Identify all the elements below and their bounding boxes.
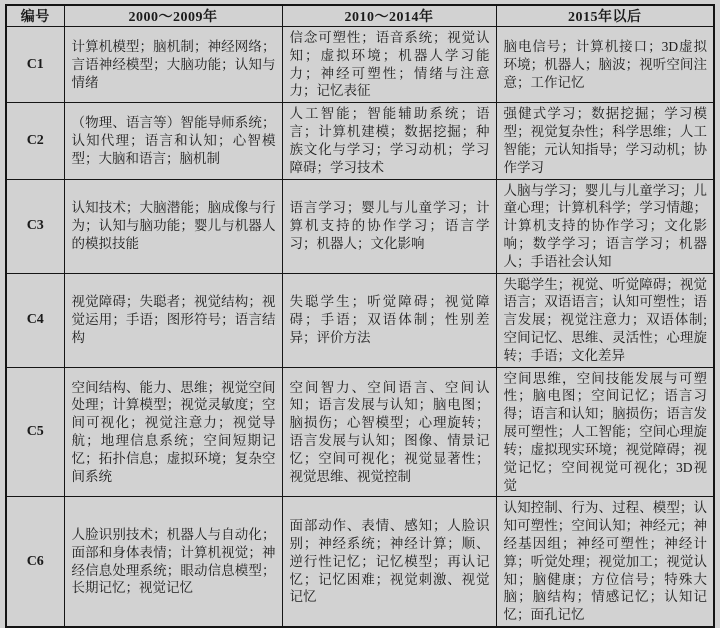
cell-C5-2010-2014: 空间智力、空间语言、空间认知；语言发展与认知；脑电图；脑损伤；心智模型；心理旋转；语言发展与认知；图像、情景记忆；空间可视化；视觉显著性；视觉思维、视觉控制 [282,367,496,497]
cell-C6-2010-2014: 面部动作、表情、感知；人脸识别；神经系统；神经计算；顺、逆行性记忆；记忆模型；再认记忆；记忆困难；视觉刺激、视觉记忆 [282,497,496,627]
cell-C4-2015-later: 失聪学生；视觉、听觉障碍；视觉语言；双语语言；认知可塑性；语言发展；视觉注意力；双语体制;空间记忆、思维、灵活性；心理旋转；手语；文化差异 [496,273,714,367]
table-row [6,367,714,497]
table-row [6,497,714,627]
cell-C3-2000-2009: 认知技术；大脑潜能；脑成像与行为；认知与脑功能；婴儿与机器人的模拟技能 [64,179,282,273]
cell-C4-2010-2014: 失聪学生；听觉障碍；视觉障碍；手语；双语体制；性别差异；评价方法 [282,273,496,367]
row-id-C3: C3 [6,179,64,273]
keyword-evolution-table [5,4,715,628]
column-header-id: 编号 [6,5,64,27]
column-header-2010-2014: 2010～2014年 [282,5,496,27]
header-row [6,5,714,27]
cell-C6-2000-2009: 人脸识别技术；机器人与自动化；面部和身体表情；计算机视觉；神经信息处理系统；眼动信息模型；长期记忆；视觉记忆 [64,497,282,627]
cell-C4-2000-2009: 视觉障碍；失聪者；视觉结构；视觉运用；手语；图形符号；语言结构 [64,273,282,367]
cell-C2-2000-2009: （物理、语言等）智能导师系统；认知代理；语言和认知；心智模型；大脑和语言；脑机制 [64,103,282,179]
row-id-C4: C4 [6,273,64,367]
cell-C1-2000-2009: 计算机模型；脑机制；神经网络；言语神经模型；大脑功能；认知与情绪 [64,27,282,103]
cell-C3-2015-later: 人脑与学习；婴儿与儿童学习；儿童心理；计算机科学；学习情趣；计算机支持的协作学习；文化影响；数学学习；语言学习；机器人；手语社会认知 [496,179,714,273]
cell-C1-2015-later: 脑电信号；计算机接口；3D虚拟环境；机器人；脑波；视听空间注意；工作记忆 [496,27,714,103]
cell-C5-2015-later: 空间思维，空间技能发展与可塑性；脑电图；空间记忆；语言习得；语言和认知；脑损伤；语言发展可塑性；人工智能；空间心理旋转；虚拟现实环境；视觉障碍；视觉记忆；空间视觉可视化；3D视觉 [496,367,714,497]
table-row [6,273,714,367]
table-row [6,103,714,179]
table-row [6,179,714,273]
table-row [6,27,714,103]
cell-C3-2010-2014: 语言学习；婴儿与儿童学习；计算机支持的协作学习；语言学习；机器人；文化影响 [282,179,496,273]
row-id-C5: C5 [6,367,64,497]
cell-C2-2015-later: 强健式学习；数据挖掘；学习模型；视觉复杂性；科学思维；人工智能；元认知指导；学习动机；协作学习 [496,103,714,179]
row-id-C1: C1 [6,27,64,103]
cell-C1-2010-2014: 信念可塑性；语音系统；视觉认知；虚拟环境；机器人学习能力；神经可塑性；情绪与注意力；记忆表征 [282,27,496,103]
column-header-2015-later: 2015年以后 [496,5,714,27]
cell-C6-2015-later: 认知控制、行为、过程、模型；认知可塑性；空间认知；神经元；神经基因组；神经可塑性；神经计算；听觉处理；视觉加工；视觉认知；脑健康；方位信号；特殊大脑；脑结构；情感记忆；认知记忆；面孔记忆 [496,497,714,627]
cell-C2-2010-2014: 人工智能；智能辅助系统；语言；计算机建模；数据挖掘；种族文化与学习；学习动机；学习障碍；学习技术 [282,103,496,179]
column-header-2000-2009: 2000～2009年 [64,5,282,27]
row-id-C6: C6 [6,497,64,627]
cell-C5-2000-2009: 空间结构、能力、思维；视觉空间处理；计算模型；视觉灵敏度；空间可视化；视觉注意力；视觉导航；地理信息系统；空间短期记忆；拓扑信息；虚拟环境；复杂空间系统 [64,367,282,497]
row-id-C2: C2 [6,103,64,179]
